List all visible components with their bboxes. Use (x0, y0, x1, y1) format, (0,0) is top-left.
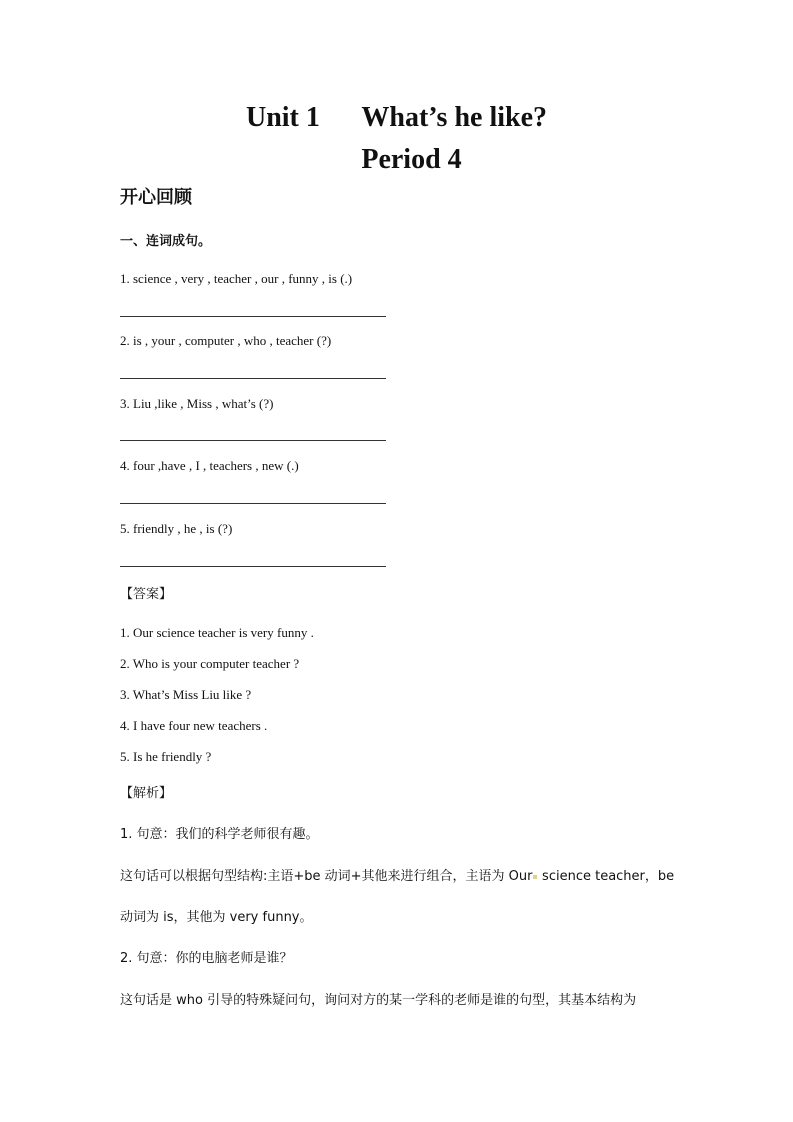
answer-item-1: 1. Our science teacher is very funny . (120, 625, 314, 640)
exercise-item-3: 3. Liu ,like , Miss , what’s (?) (120, 396, 274, 411)
analysis-paragraph-2-part-a: 这句话可以根据句型结构:主语+be 动词+其他来进行组合，主语为 Our (120, 869, 533, 884)
document-title: Unit 1 What’s he like? (245, 102, 548, 133)
analysis-paragraph-1: 1. 句意：我们的科学老师很有趣。 (120, 827, 319, 842)
answer-blank-4 (120, 503, 386, 504)
answer-item-5: 5. Is he friendly ? (120, 749, 212, 764)
answer-item-4: 4. I have four new teachers . (120, 718, 268, 733)
exercise-item-2: 2. is , your , computer , who , teacher (?) (120, 333, 332, 348)
answer-item-2: 2. Who is your computer teacher ? (120, 656, 300, 671)
answer-blank-5 (120, 566, 386, 567)
analysis-paragraph-5: 这句话是 who 引导的特殊疑问句，询问对方的某一学科的老师是谁的句型，其基本结构为 (120, 993, 637, 1008)
exercise-item-5: 5. friendly , he , is (?) (120, 521, 233, 536)
analysis-paragraph-3: 动词为 is，其他为 very funny。 (120, 910, 313, 925)
analysis-paragraph-2 (120, 868, 674, 885)
cursor-mark-icon: ▪ (532, 872, 538, 881)
exercise-heading: 一、连词成句。 (120, 234, 212, 249)
exercise-item-1: 1. science , very , teacher , our , funny , is (.) (120, 271, 353, 286)
analysis-heading: 【解析】 (120, 786, 173, 801)
analysis-paragraph-4: 2. 句意：你的电脑老师是谁？ (120, 951, 293, 966)
exercise-item-4: 4. four ,have , I , teachers , new (.) (120, 458, 299, 473)
answers-heading: 【答案】 (120, 587, 173, 602)
answer-blank-2 (120, 378, 386, 379)
answer-blank-1 (120, 316, 386, 317)
analysis-paragraph-2-part-b: science teacher，be (537, 869, 675, 884)
answer-blank-3 (120, 440, 386, 441)
section-heading: 开心回顾 (120, 187, 192, 208)
answer-item-3: 3. What’s Miss Liu like ? (120, 687, 252, 702)
document-subtitle: Period 4 (361, 144, 462, 175)
